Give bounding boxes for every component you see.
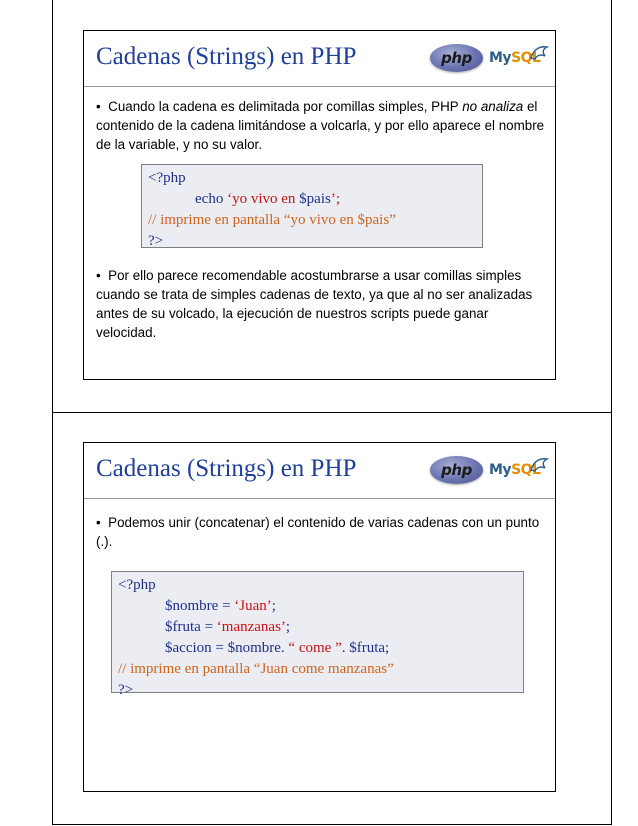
slide-1 — [83, 30, 556, 380]
mysql-logo-text: MySQL — [489, 462, 541, 478]
bullet: • — [96, 515, 101, 530]
mysql-logo-text: MySQL — [489, 50, 541, 66]
para-text: Por ello parece recomendable acostumbrarse a usar comillas simples cuando se trata de simples cadenas de texto, ya que al no ser analizadas antes de su volcado, la ejecución de nuestros scripts puede ganar velocidad. — [96, 268, 533, 340]
slide1-paragraph-2 — [96, 266, 546, 342]
slide-title-bar — [84, 443, 555, 499]
code-line-nombre: $nombre = ‘Juan’; — [165, 598, 276, 614]
para-text-before: Cuando la cadena es delimitada por comillas simples, PHP — [108, 99, 463, 114]
code-echo-line: echo ‘yo vivo en $pais’; — [195, 191, 340, 207]
para-text-after: el contenido de la cadena limitándose a volcarla, y por ello aparece el nombre de la variable, y no su valor. — [96, 99, 545, 152]
code-block-2 — [111, 571, 524, 698]
bullet: • — [96, 268, 101, 283]
para-emphasis: no analiza — [462, 99, 524, 114]
code-close-tag: ?> — [148, 233, 164, 249]
code-open-tag: <?php — [118, 577, 156, 593]
code-open-tag: <?php — [148, 170, 186, 186]
php-logo-text: php — [441, 49, 472, 67]
code-comment: // imprime en pantalla “yo vivo en $pais” — [148, 212, 396, 228]
slide-2 — [83, 442, 556, 792]
slide-title: Cadenas (Strings) en PHP — [96, 43, 357, 70]
code-block-1 — [141, 164, 483, 248]
mysql-logo-icon — [487, 456, 549, 484]
slide2-paragraph-1 — [96, 513, 546, 551]
code-comment: // imprime en pantalla “Juan come manzanas” — [118, 661, 394, 677]
mysql-logo-icon — [487, 44, 549, 72]
php-logo-icon — [430, 456, 483, 484]
dolphin-icon — [529, 456, 549, 474]
php-logo-icon — [430, 44, 483, 72]
bullet: • — [96, 99, 101, 114]
slide-title-bar — [84, 31, 555, 87]
logo-group — [430, 44, 549, 72]
php-logo-text: php — [441, 461, 472, 479]
para-text: Podemos unir (concatenar) el contenido de varias cadenas con un punto (.). — [96, 515, 540, 549]
code-line-fruta: $fruta = ‘manzanas’; — [165, 619, 291, 635]
logo-group — [430, 456, 549, 484]
code-close-tag: ?> — [118, 682, 134, 698]
slide-title: Cadenas (Strings) en PHP — [96, 455, 357, 482]
page-divider — [52, 412, 612, 413]
dolphin-icon — [529, 44, 549, 62]
code-line-accion: $accion = $nombre. “ come ”. $fruta; — [165, 640, 390, 656]
slide1-paragraph-1 — [96, 97, 546, 154]
